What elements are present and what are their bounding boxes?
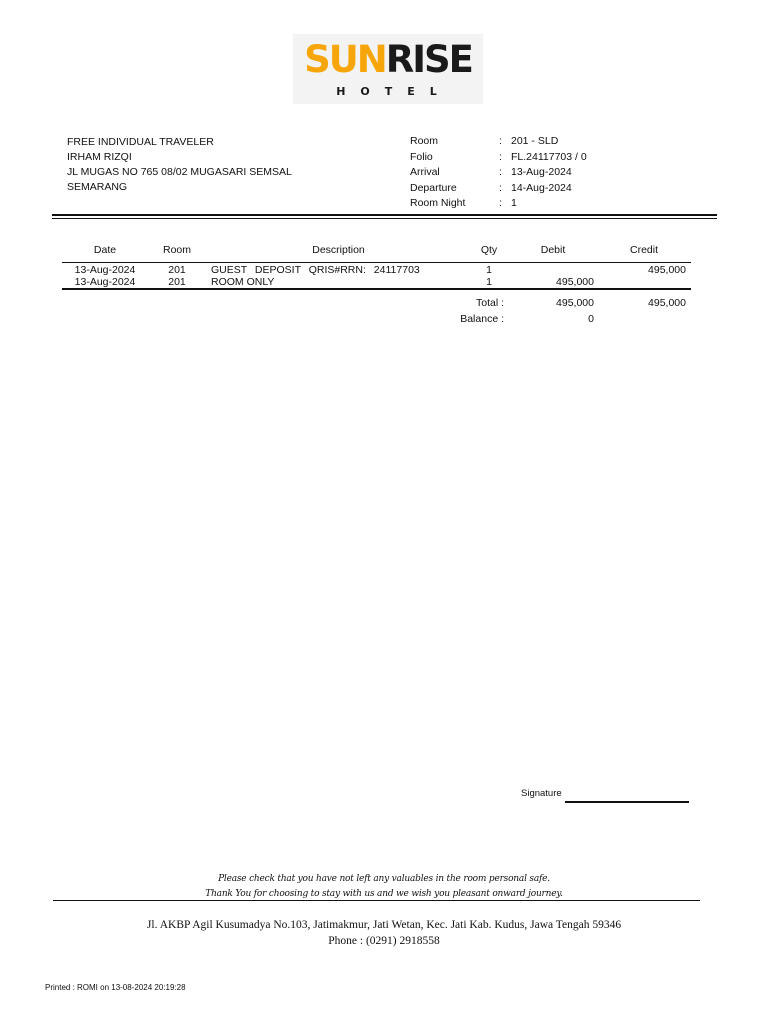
printed-info: Printed : ROMI on 13-08-2024 20:19:28 — [45, 983, 186, 992]
cell-credit: 495,000 — [648, 264, 686, 276]
balance-value: 0 — [588, 313, 594, 325]
header-credit: Credit — [629, 244, 658, 256]
cell-debit: 495,000 — [556, 276, 594, 288]
cell-date: 13-Aug-2024 — [74, 264, 136, 276]
cell-description: GUEST DEPOSIT QRIS#RRN: 24117703 — [211, 264, 420, 276]
balance-label: Balance : — [460, 313, 504, 325]
cell-date: 13-Aug-2024 — [74, 276, 136, 288]
total-label: Total : — [475, 297, 504, 309]
header-date: Date — [93, 244, 117, 256]
header-room: Room — [162, 244, 191, 256]
header-description: Description — [312, 244, 365, 256]
hotel-logo — [293, 34, 483, 104]
cell-qty: 1 — [486, 264, 492, 276]
signature-label: Signature — [521, 788, 562, 799]
detail-departure: Departure : 14-Aug-2024 — [410, 181, 572, 194]
guest-info — [67, 135, 292, 195]
table-header-rule — [62, 262, 691, 263]
detail-arrival: Arrival : 13-Aug-2024 — [410, 166, 572, 179]
total-credit: 495,000 — [648, 297, 686, 309]
cell-description: ROOM ONLY — [211, 276, 275, 288]
header-divider-thick — [52, 214, 717, 216]
guest-name: IRHAM RIZQI — [67, 151, 132, 163]
signature-line — [565, 801, 689, 803]
guest-type: FREE INDIVIDUAL TRAVELER — [67, 136, 214, 148]
detail-room-night: Room Night : 1 — [410, 197, 517, 210]
table-bottom-rule — [62, 288, 691, 290]
guest-city: SEMARANG — [67, 181, 128, 193]
cell-room: 201 — [168, 264, 186, 276]
header-debit: Debit — [540, 244, 566, 256]
detail-folio: Folio : FL.24117703 / 0 — [410, 150, 587, 163]
note-valuables: Please check that you have not left any valuables in the room personal safe. — [218, 874, 550, 884]
detail-room: Room : 201 - SLD — [410, 135, 559, 147]
cell-qty: 1 — [486, 276, 492, 288]
logo-subtitle: HOTEL — [336, 85, 452, 98]
footer-divider — [53, 900, 700, 901]
header-divider-thin — [52, 218, 717, 219]
cell-room: 201 — [168, 276, 186, 288]
total-debit: 495,000 — [556, 297, 594, 309]
hotel-address: Jl. AKBP Agil Kusumadya No.103, Jatimakmur, Jati Wetan, Kec. Jati Kab. Kudus, Jawa Tengah 59346 — [146, 919, 622, 931]
stay-details — [410, 135, 650, 213]
logo-wordmark: SUNRISE — [304, 38, 472, 81]
guest-address: JL MUGAS NO 765 08/02 MUGASARI SEMSAL — [67, 166, 292, 178]
header-qty: Qty — [480, 244, 498, 256]
note-thanks: Thank You for choosing to stay with us and we wish you pleasant onward journey. — [205, 889, 563, 899]
hotel-phone: Phone : (0291) 2918558 — [328, 935, 440, 947]
